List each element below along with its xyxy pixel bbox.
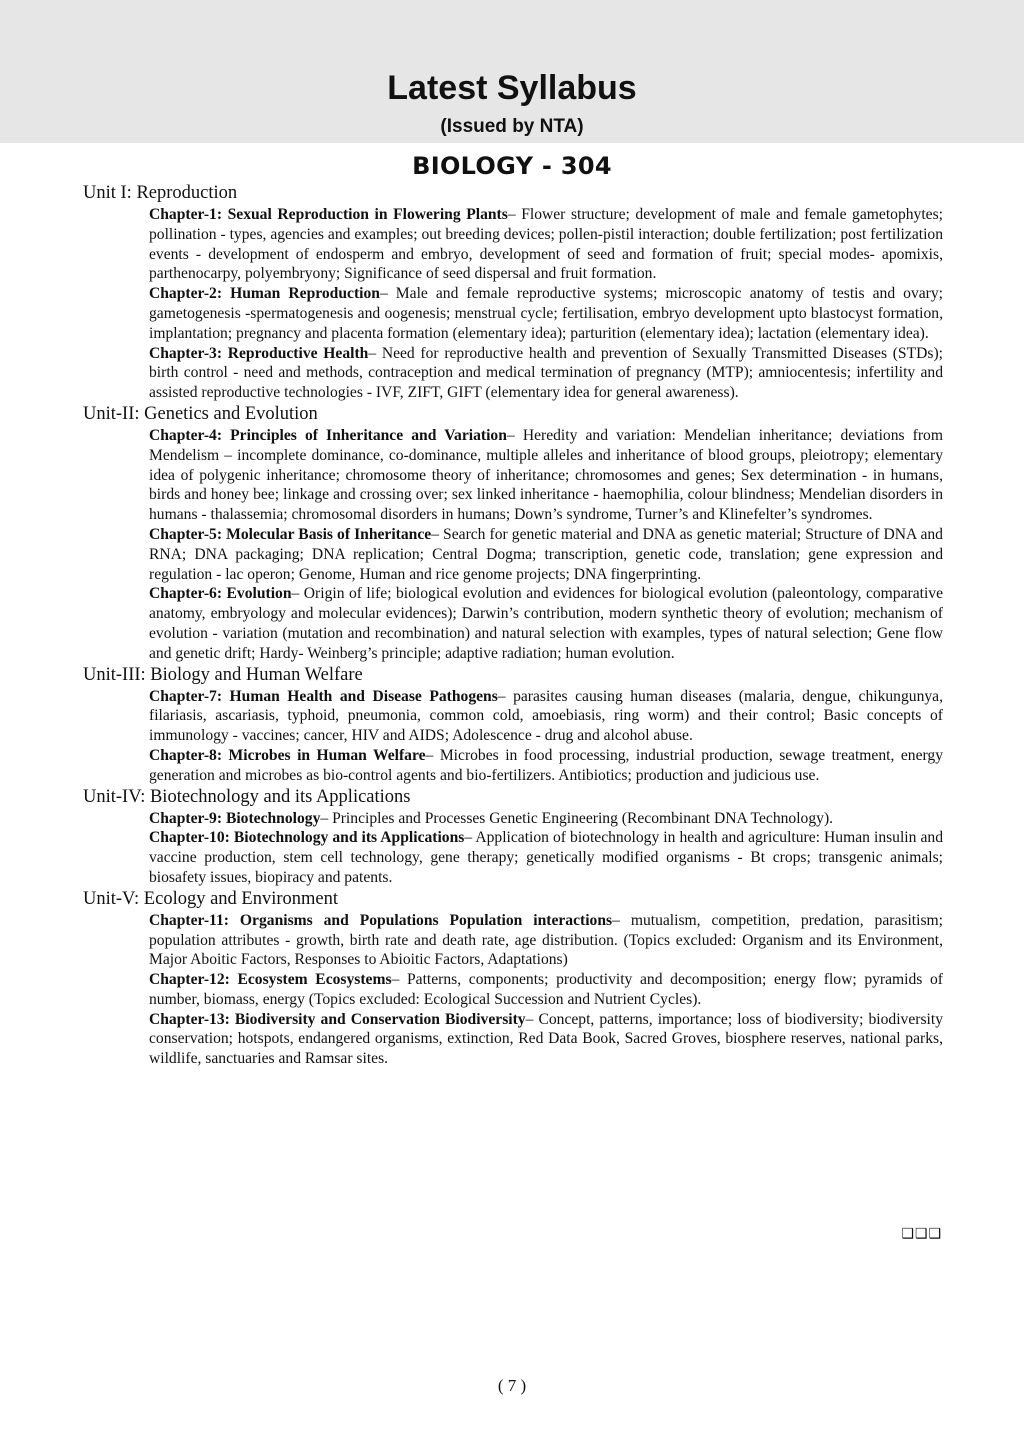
chapter-heading: Chapter-12: Ecosystem Ecosystems — [149, 971, 392, 989]
chapter-heading: Chapter-2: Human Reproduction — [149, 285, 380, 303]
unit-1 — [83, 182, 943, 403]
chapter-heading: Chapter-13: Biodiversity and Conservation Biodiversity — [149, 1010, 526, 1028]
chapter-text: – Need for reproductive health and prevention of Sexually Transmitted Diseases (STDs); birth control - need and methods, contraception and medical termination of pregnancy (MTP); amniocentesis; infertility and assisted reproductive technologies - IVF, ZIFT, GIFT (elementary idea for general awareness). — [149, 344, 943, 402]
chapter-heading: Chapter-1: Sexual Reproduction in Flowering Plants — [149, 206, 508, 223]
syllabus-content — [83, 182, 943, 1069]
chapter-7 — [149, 687, 943, 746]
unit-title: Unit-III: Biology and Human Welfare — [83, 664, 363, 685]
chapter-4 — [149, 426, 943, 525]
chapter-heading: Chapter-11: Organisms and Populations Population interactions — [149, 911, 613, 929]
page-number: ( 7 ) — [497, 1376, 527, 1395]
chapter-heading: Chapter-3: Reproductive Health — [149, 344, 369, 362]
unit-4 — [83, 786, 943, 888]
chapter-9 — [149, 809, 943, 829]
chapter-text: – parasites causing human diseases (malaria, dengue, chikungunya, filariasis, ascariasis, typhoid, pneumonia, common cold, amoebiasis, ring worm) and their control; Basic concepts of immunology - vaccines; cancer, HIV and AIDS; Adolescence - drug and alcohol abuse. — [149, 687, 943, 745]
chapter-text: – Patterns, components; productivity and decomposition; energy flow; pyramids of number, biomass, energy (Topics excluded: Ecological Succession and Nutrient Cycles). — [149, 971, 943, 1008]
chapter-heading: Chapter-9: Biotechnology — [149, 809, 321, 827]
unit-title: Unit-II: Genetics and Evolution — [83, 403, 318, 424]
chapter-heading: Chapter-8: Microbes in Human Welfare — [149, 746, 426, 764]
chapter-heading: Chapter-10: Biotechnology and its Applications — [149, 829, 465, 847]
unit-title: Unit I: Reproduction — [83, 183, 238, 203]
chapter-text: – Male and female reproductive systems; microscopic anatomy of testis and ovary; gametogenesis -spermatogenesis and oogenesis; menstrual cycle; fertilisation, embryo development upto blastocyst formation, implantation; pregnancy and placenta formation (elementary idea); parturition (elementary idea); lactation (elementary idea). — [149, 285, 943, 342]
chapter-heading: Chapter-7: Human Health and Disease Pathogens — [149, 687, 498, 705]
unit-5 — [83, 888, 943, 1069]
chapter-6 — [149, 584, 943, 663]
chapter-text: – Flower structure; development of male and female gametophytes; pollination - types, agencies and examples; out breeding devices; pollen-pistil interaction; double fertilization; post fertilization events - development of endosperm and embryo, development of seed and formation of fruit; special modes- apomixis, parthenocarpy, polyembryony; Significance of seed dispersal and fruit formation. — [149, 206, 944, 283]
unit-2 — [83, 403, 943, 664]
chapter-11 — [149, 911, 943, 970]
end-of-section-mark: ❑❑❑ — [901, 1226, 942, 1242]
page-title: Latest Syllabus — [387, 69, 637, 107]
chapter-2 — [149, 284, 943, 343]
unit-title: Unit-V: Ecology and Environment — [83, 888, 339, 909]
chapter-3 — [149, 344, 943, 403]
chapter-5 — [149, 525, 943, 584]
chapter-10 — [149, 828, 943, 887]
chapter-text: – Application of biotechnology in health and agriculture: Human insulin and vaccine production, stem cell technology, gene therapy; genetically modified organisms - Bt crops; transgenic animals; biosafety issues, biopiracy and patents. — [149, 829, 943, 886]
chapter-heading: Chapter-4: Principles of Inheritance and Variation — [149, 426, 507, 444]
chapter-1 — [149, 205, 943, 284]
chapter-8 — [149, 746, 943, 786]
chapter-heading: Chapter-6: Evolution — [149, 585, 292, 603]
chapter-text: – Origin of life; biological evolution and evidences for biological evolution (paleontology, comparative anatomy, embryology and molecular evidences); Darwin’s contribution, modern synthetic theory of evolution; mechanism of evolution - variation (mutation and recombination) and natural selection with examples, types of natural selection; Gene flow and genetic drift; Hardy- Weinberg’s principle; adaptive radiation; human evolution. — [149, 585, 944, 662]
unit-title: Unit-IV: Biotechnology and its Applications — [83, 786, 411, 807]
chapter-text: – Heredity and variation: Mendelian inheritance; deviations from Mendelism – incomplete dominance, co-dominance, multiple alleles and inheritance of blood groups, pleiotropy; elementary idea of polygenic inheritance; chromosome theory of inheritance; chromosomes and genes; Sex determination - in humans, birds and honey bee; linkage and crossing over; sex linked inheritance - haemophilia, colour blindness; Mendelian disorders in humans - thalassemia; chromosomal disorders in humans; Down’s syndrome, Turner’s and Klinefelter’s syndromes. — [149, 426, 943, 524]
chapter-13 — [149, 1010, 943, 1069]
unit-3 — [83, 664, 943, 786]
chapter-heading: Chapter-5: Molecular Basis of Inheritance — [149, 525, 432, 543]
chapter-12 — [149, 970, 943, 1010]
page-subtitle: (Issued by NTA) — [440, 116, 584, 137]
chapter-text: – Concept, patterns, importance; loss of biodiversity; biodiversity conservation; hotspots, endangered organisms, extinction, Red Data Book, Sacred Groves, biosphere reserves, national parks, wildlife, sanctuaries and Ramsar sites. — [149, 1010, 943, 1068]
chapter-text: – Principles and Processes Genetic Engineering (Recombinant DNA Technology). — [320, 809, 834, 827]
chapter-text: – Microbes in food processing, industrial production, sewage treatment, energy generation and microbes as bio-control agents and bio-fertilizers. Antibiotics; production and judicious use. — [149, 746, 943, 784]
chapter-text: – Search for genetic material and DNA as genetic material; Structure of DNA and RNA; DNA packaging; DNA replication; Central Dogma; transcription, genetic code, translation; gene expression and regulation - lac operon; Genome, Human and rice genome projects; DNA fingerprinting. — [149, 525, 943, 583]
subject-title: BIOLOGY - 304 — [412, 152, 612, 180]
chapter-text: – mutualism, competition, predation, parasitism; population attributes - growth, birth rate and death rate, age distribution. (Topics excluded: Organism and its Environment, Major Aboitic Factors, Responses to Abioitic Factors, Adaptations) — [149, 911, 943, 969]
